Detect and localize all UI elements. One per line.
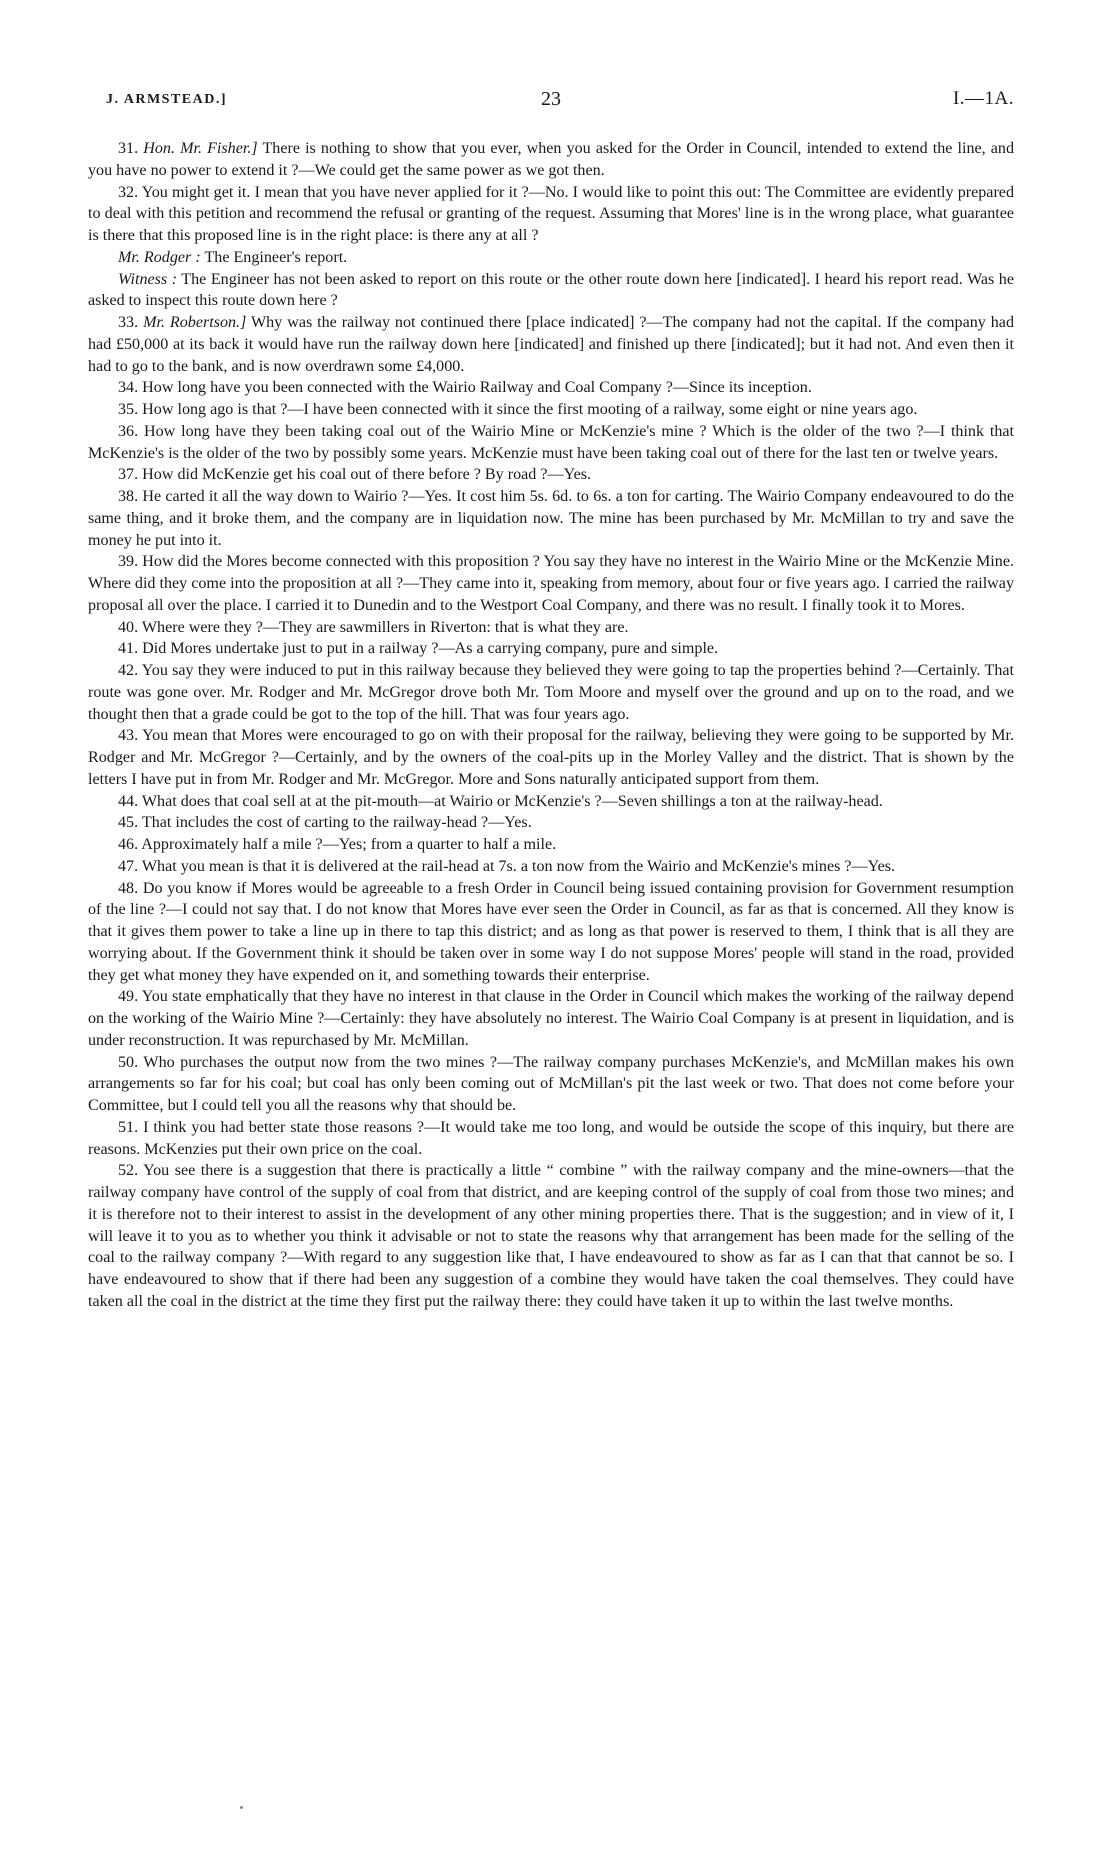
question-number: 38.	[118, 488, 139, 505]
document-page	[88, 86, 1014, 1313]
paragraph-text: You see there is a suggestion that there is practically a little “ combine ” with the railway company and the mine-owners—that the railway company have control of the supply of coal from that district, and are keeping control of the supply of coal from those two mines; and it is therefore not to their interest to assist in the development of any other mining properties there. That is the suggestion; and in view of it, I will leave it to you as to whether you think it advisable or not to state the reasons why that arrangement has been made for the selling of the coal to the railway company ?—With regard to any suggestion like that, I have endeavoured to show as far as I can that that cannot be so. I have endeavoured to show that if there had been any suggestion of a combine they would have taken the coal themselves. They could have taken all the coal in the district at the time they first put the railway there: they could have taken it up to within the last twelve months.	[88, 1162, 1014, 1310]
question-paragraph	[88, 377, 1014, 399]
question-paragraph	[88, 1160, 1014, 1312]
question-paragraph	[88, 399, 1014, 421]
paragraph-text: Approximately half a mile ?—Yes; from a quarter to half a mile.	[141, 836, 557, 853]
question-paragraph	[88, 182, 1014, 247]
question-number: 32.	[118, 183, 139, 201]
page-number: 23	[541, 88, 561, 110]
question-number: 31.	[118, 140, 139, 157]
question-number: 41.	[118, 640, 139, 658]
paragraph-text: You say they were induced to put in this railway because they believed they were going to tap the properties behind ?—Certainly. That route was gone over. Mr. Rodger and Mr. McGregor drove both Mr. Tom Moore and myself over the ground and up on to the road, and we thought then that a grade could be got to the top of the hill. That was four years ago.	[88, 662, 1014, 723]
question-number: 36.	[118, 422, 139, 440]
paragraph-text: That includes the cost of carting to the railway-head ?—Yes.	[141, 814, 532, 832]
question-number: 50.	[118, 1053, 139, 1071]
paragraph-text: How long have you been connected with the Wairio Railway and Coal Company ?—Since its inception.	[142, 379, 812, 397]
question-number: 39.	[118, 553, 139, 571]
paragraph-text: How did the Mores become connected with this proposition ? You say they have no interest in the Wairio Mine or the McKenzie Mine. Where did they come into the proposition at all ?—They came into it, speaking from memory, about four or five years ago. I carried the railway proposal all over the place. I carried it to Dunedin and to the Westport Coal Company, and there was no result. I finally took it to Mores.	[88, 553, 1014, 614]
question-paragraph	[88, 725, 1014, 790]
paragraph-text: You mean that Mores were encouraged to go on with their proposal for the railway, believing they were going to be supported by Mr. Rodger and Mr. McGregor ?—Certainly, and by the owners of the coal-pits up in the Morley Valley and the district. That is shown by the letters I have put in from Mr. Rodger and Mr. McGregor. More and Sons naturally anticipated support from them.	[88, 727, 1014, 788]
speaker-name: Mr. Robertson.]	[143, 314, 247, 331]
paragraph-text: You state emphatically that they have no interest in that clause in the Order in Council which makes the working of the railway depend on the working of the Wairio Mine ?—Certainly: they have absolutely no interest. The Wairio Coal Company is at present in liquidation, and is under reconstruction. It was repurchased by Mr. McMillan.	[88, 988, 1014, 1049]
document-reference: I.—1A.	[952, 88, 1014, 109]
question-paragraph	[88, 464, 1014, 486]
paragraph-text: Did Mores undertake just to put in a railway ?—As a carrying company, pure and simple.	[142, 640, 719, 658]
question-number: 43.	[118, 727, 139, 745]
question-paragraph	[88, 638, 1014, 660]
question-number: 42.	[118, 662, 139, 679]
question-number: 46.	[118, 836, 139, 853]
paragraph-text: What you mean is that it is delivered at the rail-head at 7s. a ton now from the Wairio and McKenzie's mines ?—Yes.	[141, 857, 896, 875]
question-number: 34.	[118, 379, 139, 397]
page-header	[88, 86, 1014, 116]
question-paragraph	[88, 878, 1014, 987]
paragraph-text: You might get it. I mean that you have never applied for it ?—No. I would like to point this out: The Committee are evidently prepared to deal with this petition and recommend the refusal or granting of the request. Assuming that Mores' line is in the wrong place, what guarantee is there that this proposed line is in the right place: is there any at all ?	[88, 183, 1014, 244]
question-number: 48.	[118, 879, 139, 897]
paragraph-text: Where were they ?—They are sawmillers in Riverton: that is what they are.	[141, 618, 629, 636]
scan-speck	[240, 1806, 243, 1809]
question-paragraph	[88, 138, 1014, 182]
question-number: 52.	[118, 1162, 139, 1180]
paragraph-text: How did McKenzie get his coal out of there before ? By road ?—Yes.	[142, 466, 592, 484]
question-number: 40.	[118, 618, 139, 636]
paragraph-text: Who purchases the output now from the two mines ?—The railway company purchases McKenzie's, and McMillan makes his own arrangements so far for his coal; but coal has only been coming out of McMillan's pit the last week or two. That does not come before your Committee, but I could tell you all the reasons why that should be.	[88, 1053, 1015, 1114]
question-paragraph	[88, 986, 1014, 1051]
question-number: 47.	[118, 857, 139, 875]
question-paragraph	[88, 269, 1014, 313]
speaker-name: Hon. Mr. Fisher.]	[143, 140, 258, 157]
paragraph-text: I think you had better state those reasons ?—It would take me too long, and would be outside the scope of this inquiry, but there are reasons. McKenzies put their own price on the coal.	[88, 1118, 1014, 1158]
question-paragraph	[88, 551, 1014, 616]
paragraph-text: What does that coal sell at at the pit-mouth—at Wairio or McKenzie's ?—Seven shillings a ton at the railway-head.	[141, 792, 883, 810]
speaker-name: Witness :	[118, 270, 178, 288]
paragraph-text: The Engineer's report.	[204, 248, 348, 266]
question-paragraph	[88, 812, 1014, 834]
question-paragraph	[88, 312, 1014, 377]
question-number: 45.	[118, 814, 139, 832]
evidence-text	[88, 138, 1014, 1313]
question-paragraph	[88, 421, 1014, 465]
question-paragraph	[88, 834, 1014, 856]
question-paragraph	[88, 486, 1014, 551]
paragraph-text: How long have they been taking coal out of the Wairio Mine or McKenzie's mine ? Which is the older of the two ?—I think that McKenzie's is the older of the two by possibly some years. McKenzie must have been taking coal out of there for the last ten or twelve years.	[88, 422, 1014, 462]
question-paragraph	[88, 856, 1014, 878]
paragraph-text: There is nothing to show that you ever, when you asked for the Order in Council, intended to extend the line, and you have no power to extend it ?—We could get the same power as we got then.	[88, 140, 1014, 179]
question-paragraph	[88, 247, 1014, 269]
paragraph-text: Why was the railway not continued there [place indicated] ?—The company had not the capital. If the company had had £50,000 at its back it would have run the railway down here [indicated] and finished up there [indicated]; but it had not. And even then it had to go to the bank, and is now overdrawn some £4,000.	[88, 314, 1014, 375]
question-paragraph	[88, 660, 1014, 725]
question-number: 33.	[118, 314, 139, 331]
question-paragraph	[88, 791, 1014, 813]
question-number: 35.	[118, 401, 139, 418]
speaker-name: Mr. Rodger :	[118, 248, 201, 266]
paragraph-text: How long ago is that ?—I have been connected with it since the first mooting of a railway, some eight or nine years ago.	[142, 401, 918, 418]
paragraph-text: Do you know if Mores would be agreeable to a fresh Order in Council being issued containing provision for Government resumption of the line ?—I could not say that. I do not know that Mores have ever seen the Order in Council, as far as that is concerned. All they know is that it gives them power to take a line up in there to tap this district; and as long as that power is reserved to them, I think that is all they are worrying about. If the Government think it should be taken over in some way I do not suppose Mores' people will stand in the road, provided they get what money they have expended on it, and something towards their enterprise.	[88, 879, 1014, 984]
question-number: 44.	[118, 792, 139, 810]
question-number: 37.	[118, 466, 139, 484]
header-witness-name: J. ARMSTEAD.]	[106, 92, 228, 107]
question-number: 51.	[118, 1118, 139, 1136]
question-paragraph	[88, 1117, 1014, 1161]
question-paragraph	[88, 1052, 1014, 1117]
paragraph-text: He carted it all the way down to Wairio ?—Yes. It cost him 5s. 6d. to 6s. a ton for carting. The Wairio Company endeavoured to do the same thing, and it broke them, and the company are in liquidation now. The mine has been purchased by Mr. McMillan to try and save the money he put into it.	[88, 488, 1014, 549]
paragraph-text: The Engineer has not been asked to report on this route or the other route down here [indicated]. I heard his report read. Was he asked to inspect this route down here ?	[88, 270, 1014, 310]
question-paragraph	[88, 617, 1014, 639]
question-number: 49.	[118, 988, 139, 1006]
